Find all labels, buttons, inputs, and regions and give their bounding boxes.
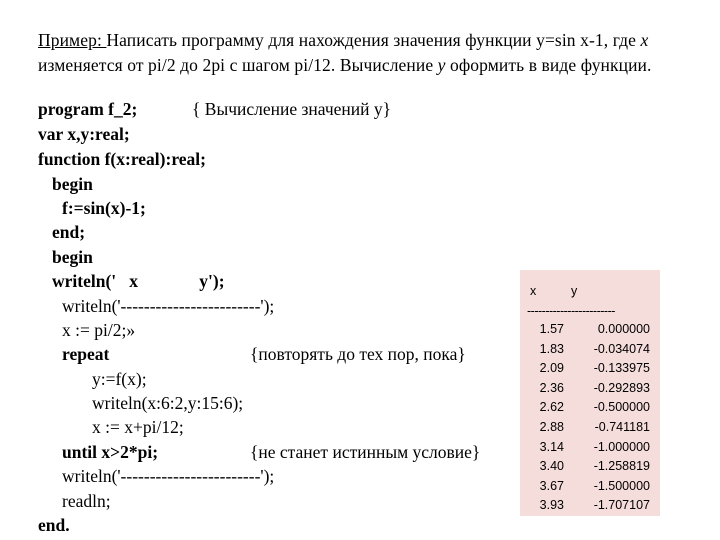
output-row [520, 322, 660, 342]
code-line-function: function f(x:real):real; [38, 149, 206, 169]
code-line-writeln-header: writeln(' x y'); [52, 271, 225, 291]
output-x-value: 1.83 [539, 341, 564, 356]
output-y-value: -0.741181 [594, 420, 650, 434]
output-y-value: -0.292893 [593, 380, 650, 395]
code-line-program: program f_2; [38, 99, 138, 119]
code-line-init-x: x := pi/2;» [62, 320, 136, 340]
output-row [520, 440, 660, 460]
task-text-part1: Написать программу для нахождения значения функции y=sin x-1, где [106, 30, 641, 50]
output-row [520, 420, 660, 440]
task-description [38, 28, 698, 78]
output-row [520, 400, 660, 420]
output-x-value: 2.62 [539, 400, 564, 415]
example-label: Пример: [38, 30, 107, 50]
output-x-value: 3.14 [539, 439, 564, 454]
output-row [520, 361, 660, 381]
code-line-writeln-sep1: writeln('------------------------'); [62, 296, 275, 316]
output-x-value: 3.67 [539, 478, 564, 493]
code-line-writeln-sep2: writeln('------------------------'); [62, 466, 275, 486]
output-header: x y [530, 284, 578, 298]
code-comment-until: {не станет истинным условие} [250, 442, 481, 462]
output-x-value: 2.36 [539, 380, 564, 395]
code-comment-program: { Вычисление значений y} [192, 99, 392, 119]
output-row [520, 459, 660, 479]
output-x-value: 3.40 [539, 459, 564, 474]
output-x-value: 3.93 [539, 498, 564, 513]
output-y-value: 0.000000 [597, 322, 650, 336]
code-line-begin-func: begin [52, 174, 93, 194]
code-line-assign: f:=sin(x)-1; [62, 198, 146, 218]
output-x-value: 1.57 [539, 322, 564, 336]
code-line-end: end. [38, 515, 70, 535]
output-row [520, 342, 660, 362]
output-x-value: 2.09 [539, 361, 564, 376]
code-comment-repeat: {повторять до тех пор, пока} [250, 344, 466, 364]
code-line-end-func: end; [52, 222, 86, 242]
code-line-readln: readln; [62, 491, 111, 511]
task-text-part2: изменяется от pi/2 до 2pi с шагом pi/12. Вычисление [38, 55, 438, 75]
var-y: y [437, 55, 446, 75]
output-row [520, 498, 660, 518]
output-row [520, 381, 660, 401]
output-y-value: -0.034074 [593, 341, 650, 356]
output-x-value: 2.88 [539, 420, 564, 434]
code-line-writeln-values: writeln(x:6:2,y:15:6); [92, 393, 244, 413]
output-y-value: -1.500000 [593, 478, 650, 493]
output-y-value: -0.133975 [593, 361, 650, 376]
output-y-value: -0.500000 [593, 400, 650, 415]
code-line-begin-main: begin [52, 247, 93, 267]
code-line-var: var x,y:real; [38, 124, 130, 144]
output-y-value: -1.258819 [593, 459, 650, 474]
var-x: x [640, 30, 649, 50]
code-line-until: until x>2*pi; [62, 442, 159, 462]
code-line-compute-y: y:=f(x); [92, 369, 147, 389]
output-y-value: -1.707107 [593, 498, 650, 513]
output-y-value: -1.000000 [593, 439, 650, 454]
task-text-part3: оформить в виде функции. [445, 55, 652, 75]
output-panel [520, 270, 660, 516]
output-separator: ------------------------ [527, 304, 615, 318]
code-line-repeat: repeat [62, 344, 110, 364]
code-line-increment-x: x := x+pi/12; [92, 417, 184, 437]
output-row [520, 479, 660, 499]
